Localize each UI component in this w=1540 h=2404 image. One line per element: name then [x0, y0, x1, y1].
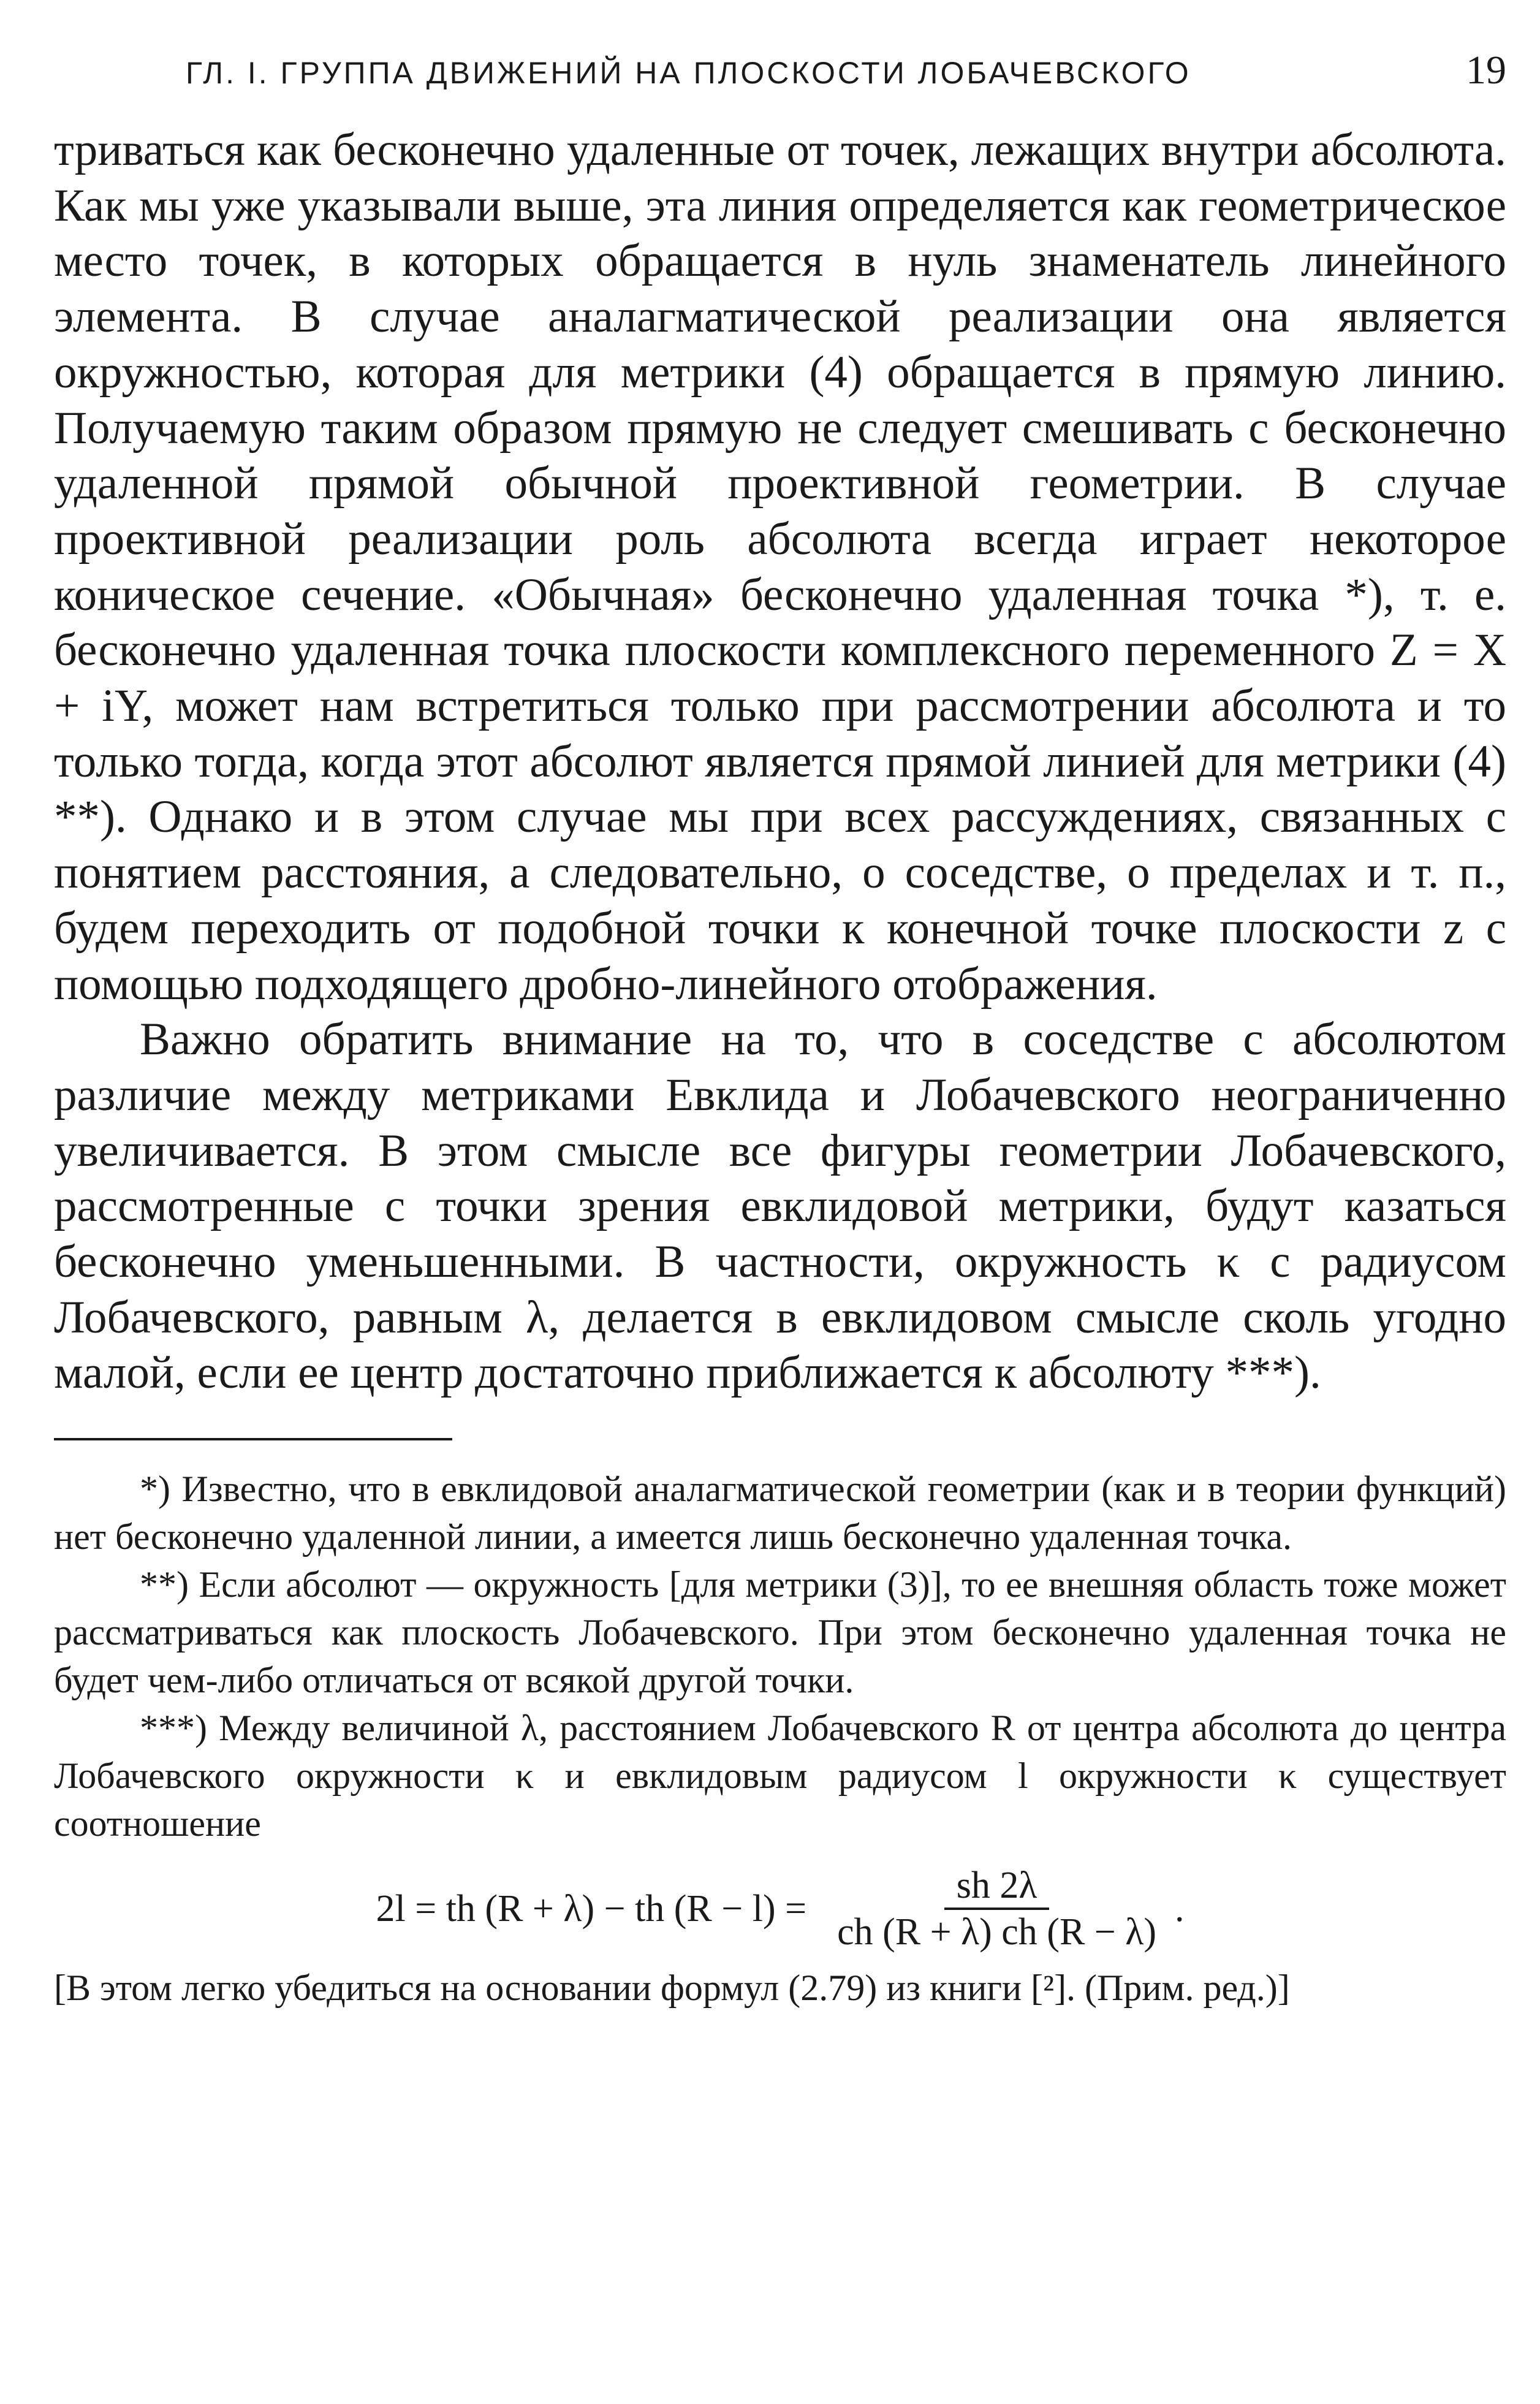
paragraph-continuation: триваться как бесконечно удаленные от точек, лежащих внутри абсолюта. Как мы уже указывали выше, эта линия определяется как геометрическое место точек, в которых обращается в нуль знаменатель линейного элемента. В случае аналагматической реализации она является окружностью, которая для метрики (4) обращается в прямую линию. Получаемую таким образом прямую не следует смешивать с бесконечно удаленной прямой обычной проективной геометрии. В случае проективной реализации роль абсолюта всегда играет некоторое коническое сечение. «Обычная» бесконечно удаленная точка *), т. е. бесконечно удаленная точка плоскости комплексного переменного Z = X + iY, может нам встретиться только при рассмотрении абсолюта и то только тогда, когда этот абсолют является прямой линией для метрики (4) **). Однако и в этом случае мы при всех рассуждениях, связанных с понятием расстояния, а следовательно, о соседстве, о пределах и т. п., будем переходить от подобной точки к конечной точке плоскости z с помощью подходящего дробно-линейного отображения. [54, 124, 1506, 1010]
footnote-1: *) Известно, что в евклидовой аналагматической геометрии (как и в теории функций) нет бесконечно удаленной линии, а имеется лишь бесконечно удаленная точка. [54, 1469, 1506, 1558]
running-title: ГЛ. I. ГРУППА ДВИЖЕНИЙ НА ПЛОСКОСТИ ЛОБАЧЕВСКОГО [186, 56, 1191, 90]
main-text [54, 123, 1506, 1401]
formula-lhs: 2l = th (R + λ) − th (R − l) = [376, 1887, 807, 1930]
footnote-2: **) Если абсолют — окружность [для метрики (3)], то ее внешняя область тоже может рассматриваться как плоскость Лобачевского. При этом бесконечно удаленная точка не будет чем-либо отличаться от всякой другой точки. [54, 1564, 1506, 1701]
page-number: 19 [1466, 48, 1506, 93]
display-formula [54, 1860, 1506, 1958]
formula-trailing: . [1174, 1887, 1185, 1930]
book-page [54, 25, 1506, 2012]
page-header [54, 25, 1506, 116]
paragraph-absolute-metric: Важно обратить внимание на то, что в соседстве с абсолютом различие между метриками Евклида и Лобачевского неограниченно увеличивается. В этом смысле все фигуры геометрии Лобачевского, рассмотренные с точки зрения евклидовой метрики, будут казаться бесконечно уменьшенными. В частности, окружность κ с радиусом Лобачевского, равным λ, делается в евклидовом смысле сколь угодно малой, если ее центр достаточно приближается к абсолюту ***). [54, 1014, 1506, 1399]
formula-fraction [825, 1863, 1169, 1954]
formula-numerator: sh 2λ [944, 1863, 1050, 1910]
editor-note: [В этом легко убедиться на основании формул (2.79) из книги [²]. (Прим. ред.)] [54, 1968, 1290, 2009]
footnote-separator [54, 1438, 452, 1440]
footnote-3: ***) Между величиной λ, расстоянием Лобачевского R от центра абсолюта до центра Лобачевского окружности κ и евклидовым радиусом l окружности κ существует соотношение [54, 1708, 1506, 1844]
formula-denominator: ch (R + λ) ch (R − λ) [837, 1911, 1156, 1953]
footnotes [54, 1465, 1506, 2012]
